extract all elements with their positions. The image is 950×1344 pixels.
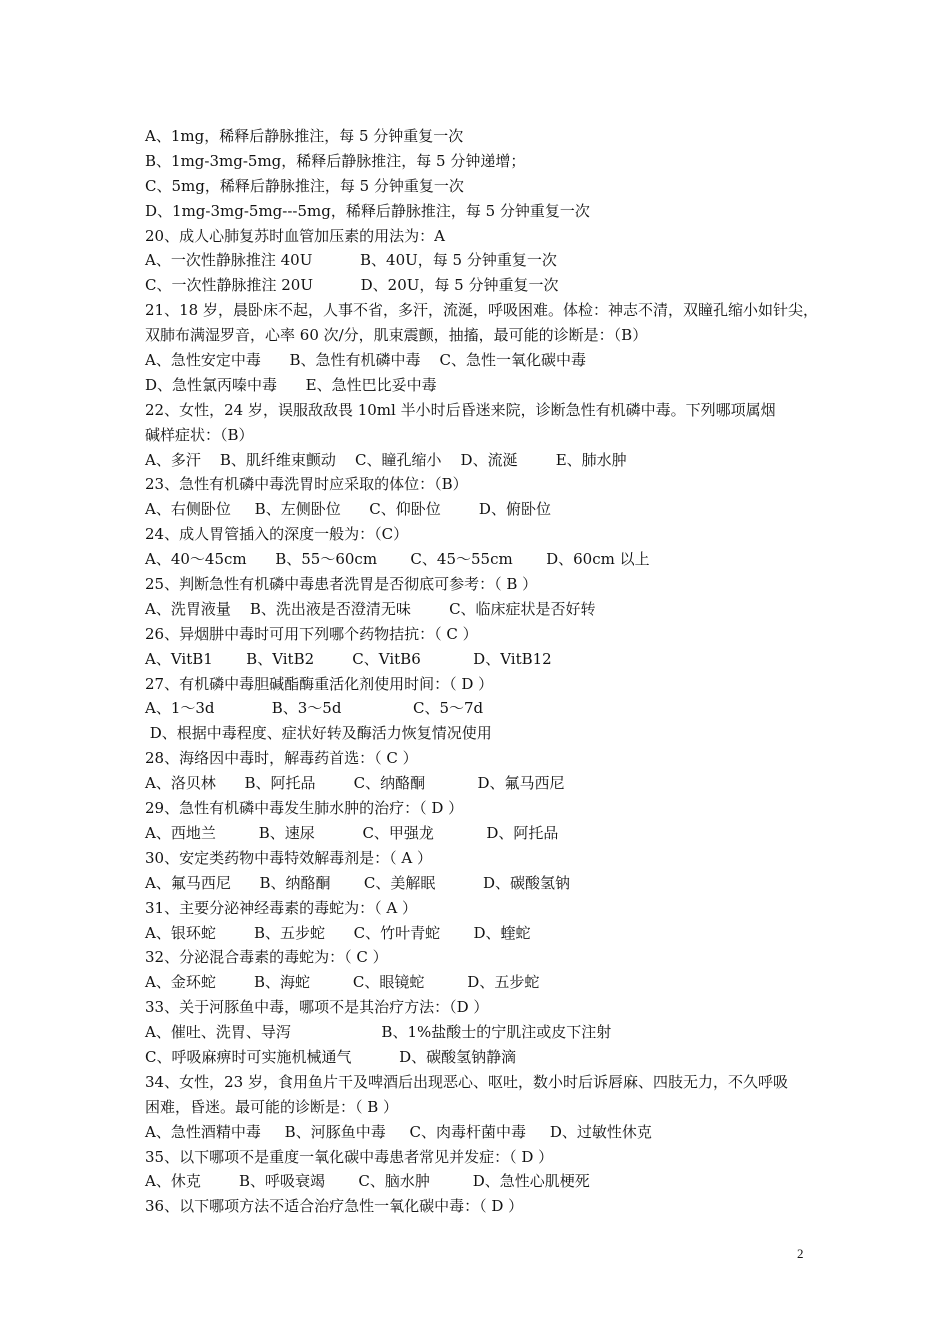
page-number: 2	[797, 1246, 804, 1261]
text-line: 28、海络因中毒时，解毒药首选：（ C ）	[145, 749, 418, 768]
text-line: C、5mg，稀释后静脉推注，每 5 分钟重复一次	[145, 176, 464, 195]
text-line: A、急性酒精中毒 B、河豚鱼中毒 C、肉毒杆菌中毒 D、过敏性休克	[145, 1122, 652, 1141]
text-line: A、40～45cm B、55～60cm C、45～55cm D、60cm 以上	[145, 550, 650, 569]
text-line: A、休克 B、呼吸衰竭 C、脑水肿 D、急性心肌梗死	[145, 1172, 590, 1191]
text-line: 31、主要分泌神经毒素的毒蛇为：（ A ）	[145, 898, 417, 917]
text-line: 24、成人胃管插入的深度一般为：（C）	[145, 525, 409, 544]
text-line: A、右侧卧位 B、左侧卧位 C、仰卧位 D、俯卧位	[145, 500, 551, 519]
text-line: 22、女性，24 岁，误服敌敌畏 10ml 半小时后昏迷来院，诊断急性有机磷中毒。下列哪项属烟	[145, 400, 776, 419]
text-line: A、VitB1 B、VitB2 C、VitB6 D、VitB12	[145, 649, 552, 668]
text-line: 23、急性有机磷中毒洗胃时应采取的体位：（B）	[145, 475, 468, 494]
text-line: 35、以下哪项不是重度一氧化碳中毒患者常见并发症：（ D ）	[145, 1147, 554, 1166]
text-line: C、一次性静脉推注 20U D、20U，每 5 分钟重复一次	[145, 276, 559, 295]
text-line: A、1mg，稀释后静脉推注，每 5 分钟重复一次	[145, 127, 464, 145]
text-line: A、银环蛇 B、五步蛇 C、竹叶青蛇 D、蝰蛇	[145, 923, 531, 942]
text-line: 双肺布满湿罗音，心率 60 次/分，肌束震颤，抽搐，最可能的诊断是：（B）	[145, 326, 648, 345]
text-line: 32、分泌混合毒素的毒蛇为：（ C ）	[145, 948, 388, 967]
text-line: D、急性氯丙嗪中毒 E、急性巴比妥中毒	[145, 375, 437, 394]
document-body	[145, 124, 818, 1219]
text-line: 26、异烟肼中毒时可用下列哪个药物拮抗：（ C ）	[145, 624, 478, 643]
text-line: 27、有机磷中毒胆碱酯酶重活化剂使用时间：（ D ）	[145, 674, 494, 693]
text-line: 碱样症状：（B）	[145, 425, 254, 444]
text-line: A、金环蛇 B、海蛇 C、眼镜蛇 D、五步蛇	[145, 973, 540, 992]
text-line: 困难，昏迷。最可能的诊断是：（ B ）	[145, 1097, 399, 1116]
text-line: D、1mg-3mg-5mg---5mg，稀释后静脉推注，每 5 分钟重复一次	[145, 201, 590, 220]
text-line: 21、18 岁，晨卧床不起，人事不省，多汗，流涎，呼吸困难。体检：神志不清，双瞳孔缩小如针尖，	[145, 301, 818, 320]
text-line: A、催吐、洗胃、导泻 B、1%盐酸士的宁肌注或皮下注射	[145, 1023, 612, 1042]
text-line: C、呼吸麻痹时可实施机械通气 D、碳酸氢钠静滴	[145, 1047, 517, 1066]
text-line: 20、成人心肺复苏时血管加压素的用法为：A	[145, 226, 445, 245]
text-line: 30、安定类药物中毒特效解毒剂是：（ A ）	[145, 848, 432, 867]
text-line: A、西地兰 B、速尿 C、甲强龙 D、阿托品	[145, 823, 559, 842]
text-line: A、洛贝林 B、阿托品 C、纳酪酮 D、氟马西尼	[145, 774, 565, 793]
text-line: A、氟马西尼 B、纳酪酮 C、美解眠 D、碳酸氢钠	[145, 873, 571, 892]
text-line: A、多汗 B、肌纤维束颤动 C、瞳孔缩小 D、流涎 E、肺水肿	[145, 450, 627, 469]
text-line: 36、以下哪项方法不适合治疗急性一氧化碳中毒：（ D ）	[145, 1197, 524, 1216]
text-line: A、一次性静脉推注 40U B、40U，每 5 分钟重复一次	[145, 251, 557, 270]
text-line: A、1～3d B、3～5d C、5～7d	[145, 699, 484, 718]
text-line: 25、判断急性有机磷中毒患者洗胃是否彻底可参考：（ B ）	[145, 575, 538, 594]
text-line: 29、急性有机磷中毒发生肺水肿的治疗：（ D ）	[145, 799, 464, 818]
text-line: A、急性安定中毒 B、急性有机磷中毒 C、急性一氧化碳中毒	[145, 351, 587, 370]
text-line: 33、关于河豚鱼中毒，哪项不是其治疗方法：（D ）	[145, 998, 489, 1017]
text-line: 34、女性，23 岁，食用鱼片干及啤酒后出现恶心、呕吐，数小时后诉唇麻、四肢无力，不久呼吸	[145, 1072, 788, 1091]
text-line: D、根据中毒程度、症状好转及酶活力恢复情况使用	[145, 724, 492, 743]
text-line: B、1mg-3mg-5mg，稀释后静脉推注，每 5 分钟递增；	[145, 151, 526, 170]
text-line: A、洗胃液量 B、洗出液是否澄清无味 C、临床症状是否好转	[145, 599, 596, 618]
